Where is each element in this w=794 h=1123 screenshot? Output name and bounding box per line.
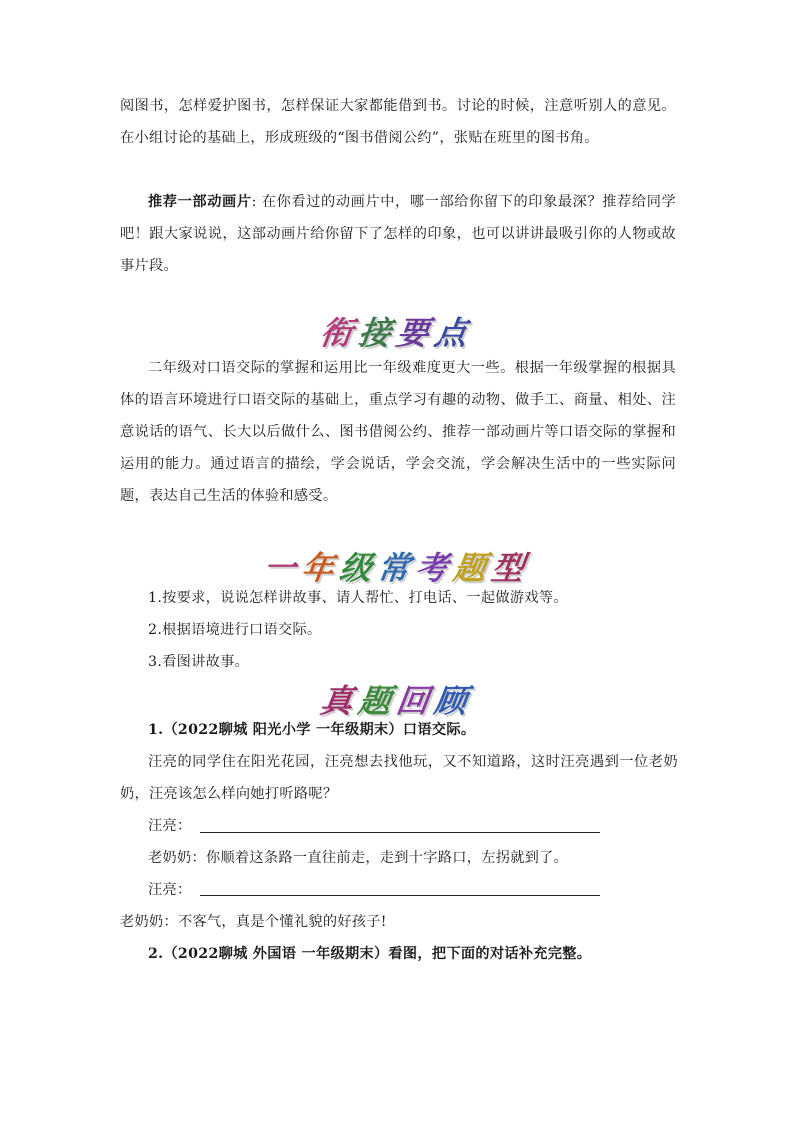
question-type-2: 2.根据语境进行口语交际。	[148, 622, 322, 638]
answer-blank-1[interactable]	[200, 832, 600, 833]
heading-char: 级	[337, 549, 381, 587]
heading-zhenti-huigu	[0, 676, 794, 722]
heading-char: 衔	[318, 314, 362, 352]
heading-char: 题	[356, 682, 400, 720]
question-1-text: 汪亮的同学住在阳光花园，汪亮想去找他玩，又不知道路，这时汪亮遇到一位老奶奶，汪亮该怎么样向她打听路呢？	[120, 754, 678, 802]
heading-char: 点	[432, 314, 476, 352]
heading-char: 型	[489, 549, 533, 587]
heading-char: 题	[451, 549, 495, 587]
question-type-1: 1.按要求，说说怎样讲故事、请人帮忙、打电话、一起做游戏等。	[148, 590, 568, 606]
intro-paragraph: 阅图书，怎样爱护图书，怎样保证大家都能借到书。讨论的时候，注意听别人的意见。在小组讨论的基础上，形成班级的“图书借阅公约”，张贴在班里的图书角。	[120, 98, 676, 146]
answer-blank-2[interactable]	[200, 895, 600, 896]
heading-char: 常	[375, 549, 419, 587]
xianjie-paragraph: 二年级对口语交际的掌握和运用比一年级难度更大一些。根据一年级掌握的根据具体的语言环境进行口语交际的基础上，重点学习有趣的动物、做手工、商量、相处、注意说话的语气、长大以后做什么、图书借阅公约、推荐一部动画片等口语交际的掌握和运用的能力。通过语言的描绘，学会说话，学会交流，学会解决生活中的一些实际问题，表达自己生活的体验和感受。	[120, 360, 676, 504]
dialog-grandma-2: 老奶奶：不客气，真是个懂礼貌的好孩子!	[120, 914, 387, 930]
movie-paragraph	[120, 186, 676, 282]
dialog-wangliang-1: 汪亮：	[148, 818, 192, 834]
question-type-3: 3.看图讲故事。	[148, 654, 250, 670]
question-2-title: 2.（2022聊城 外国语 一年级期末）看图，把下面的对话补充完整。	[148, 946, 592, 962]
dialog-grandma-1: 老奶奶：你顺着这条路一直往前走，走到十字路口，左拐就到了。	[148, 850, 569, 866]
dialog-wangliang-2: 汪亮：	[148, 882, 192, 898]
heading-changkao-text	[260, 543, 533, 589]
heading-char: 真	[318, 682, 362, 720]
heading-zhenti-text	[318, 676, 476, 722]
question-1-title: 1.（2022聊城 阳光小学 一年级期末）口语交际。	[148, 722, 476, 738]
heading-changkao-tixing	[0, 543, 794, 589]
heading-char: 考	[413, 549, 457, 587]
heading-xianjie-yaodian	[0, 308, 794, 354]
heading-char: 要	[394, 314, 438, 352]
heading-char: 顾	[432, 682, 476, 720]
movie-label: 推荐一部动画片	[148, 194, 252, 210]
heading-char: 年	[299, 549, 343, 587]
heading-char: 接	[356, 314, 400, 352]
heading-char: 回	[394, 682, 438, 720]
heading-char: 一	[260, 549, 305, 587]
movie-body: : 在你看过的动画片中，哪一部给你留下的印象最深？推荐给同学吧！跟大家说说，这部动画片给你留下了怎样的印象，也可以讲讲最吸引你的人物或故事片段。	[120, 194, 676, 274]
heading-xianjie-text	[318, 308, 476, 354]
